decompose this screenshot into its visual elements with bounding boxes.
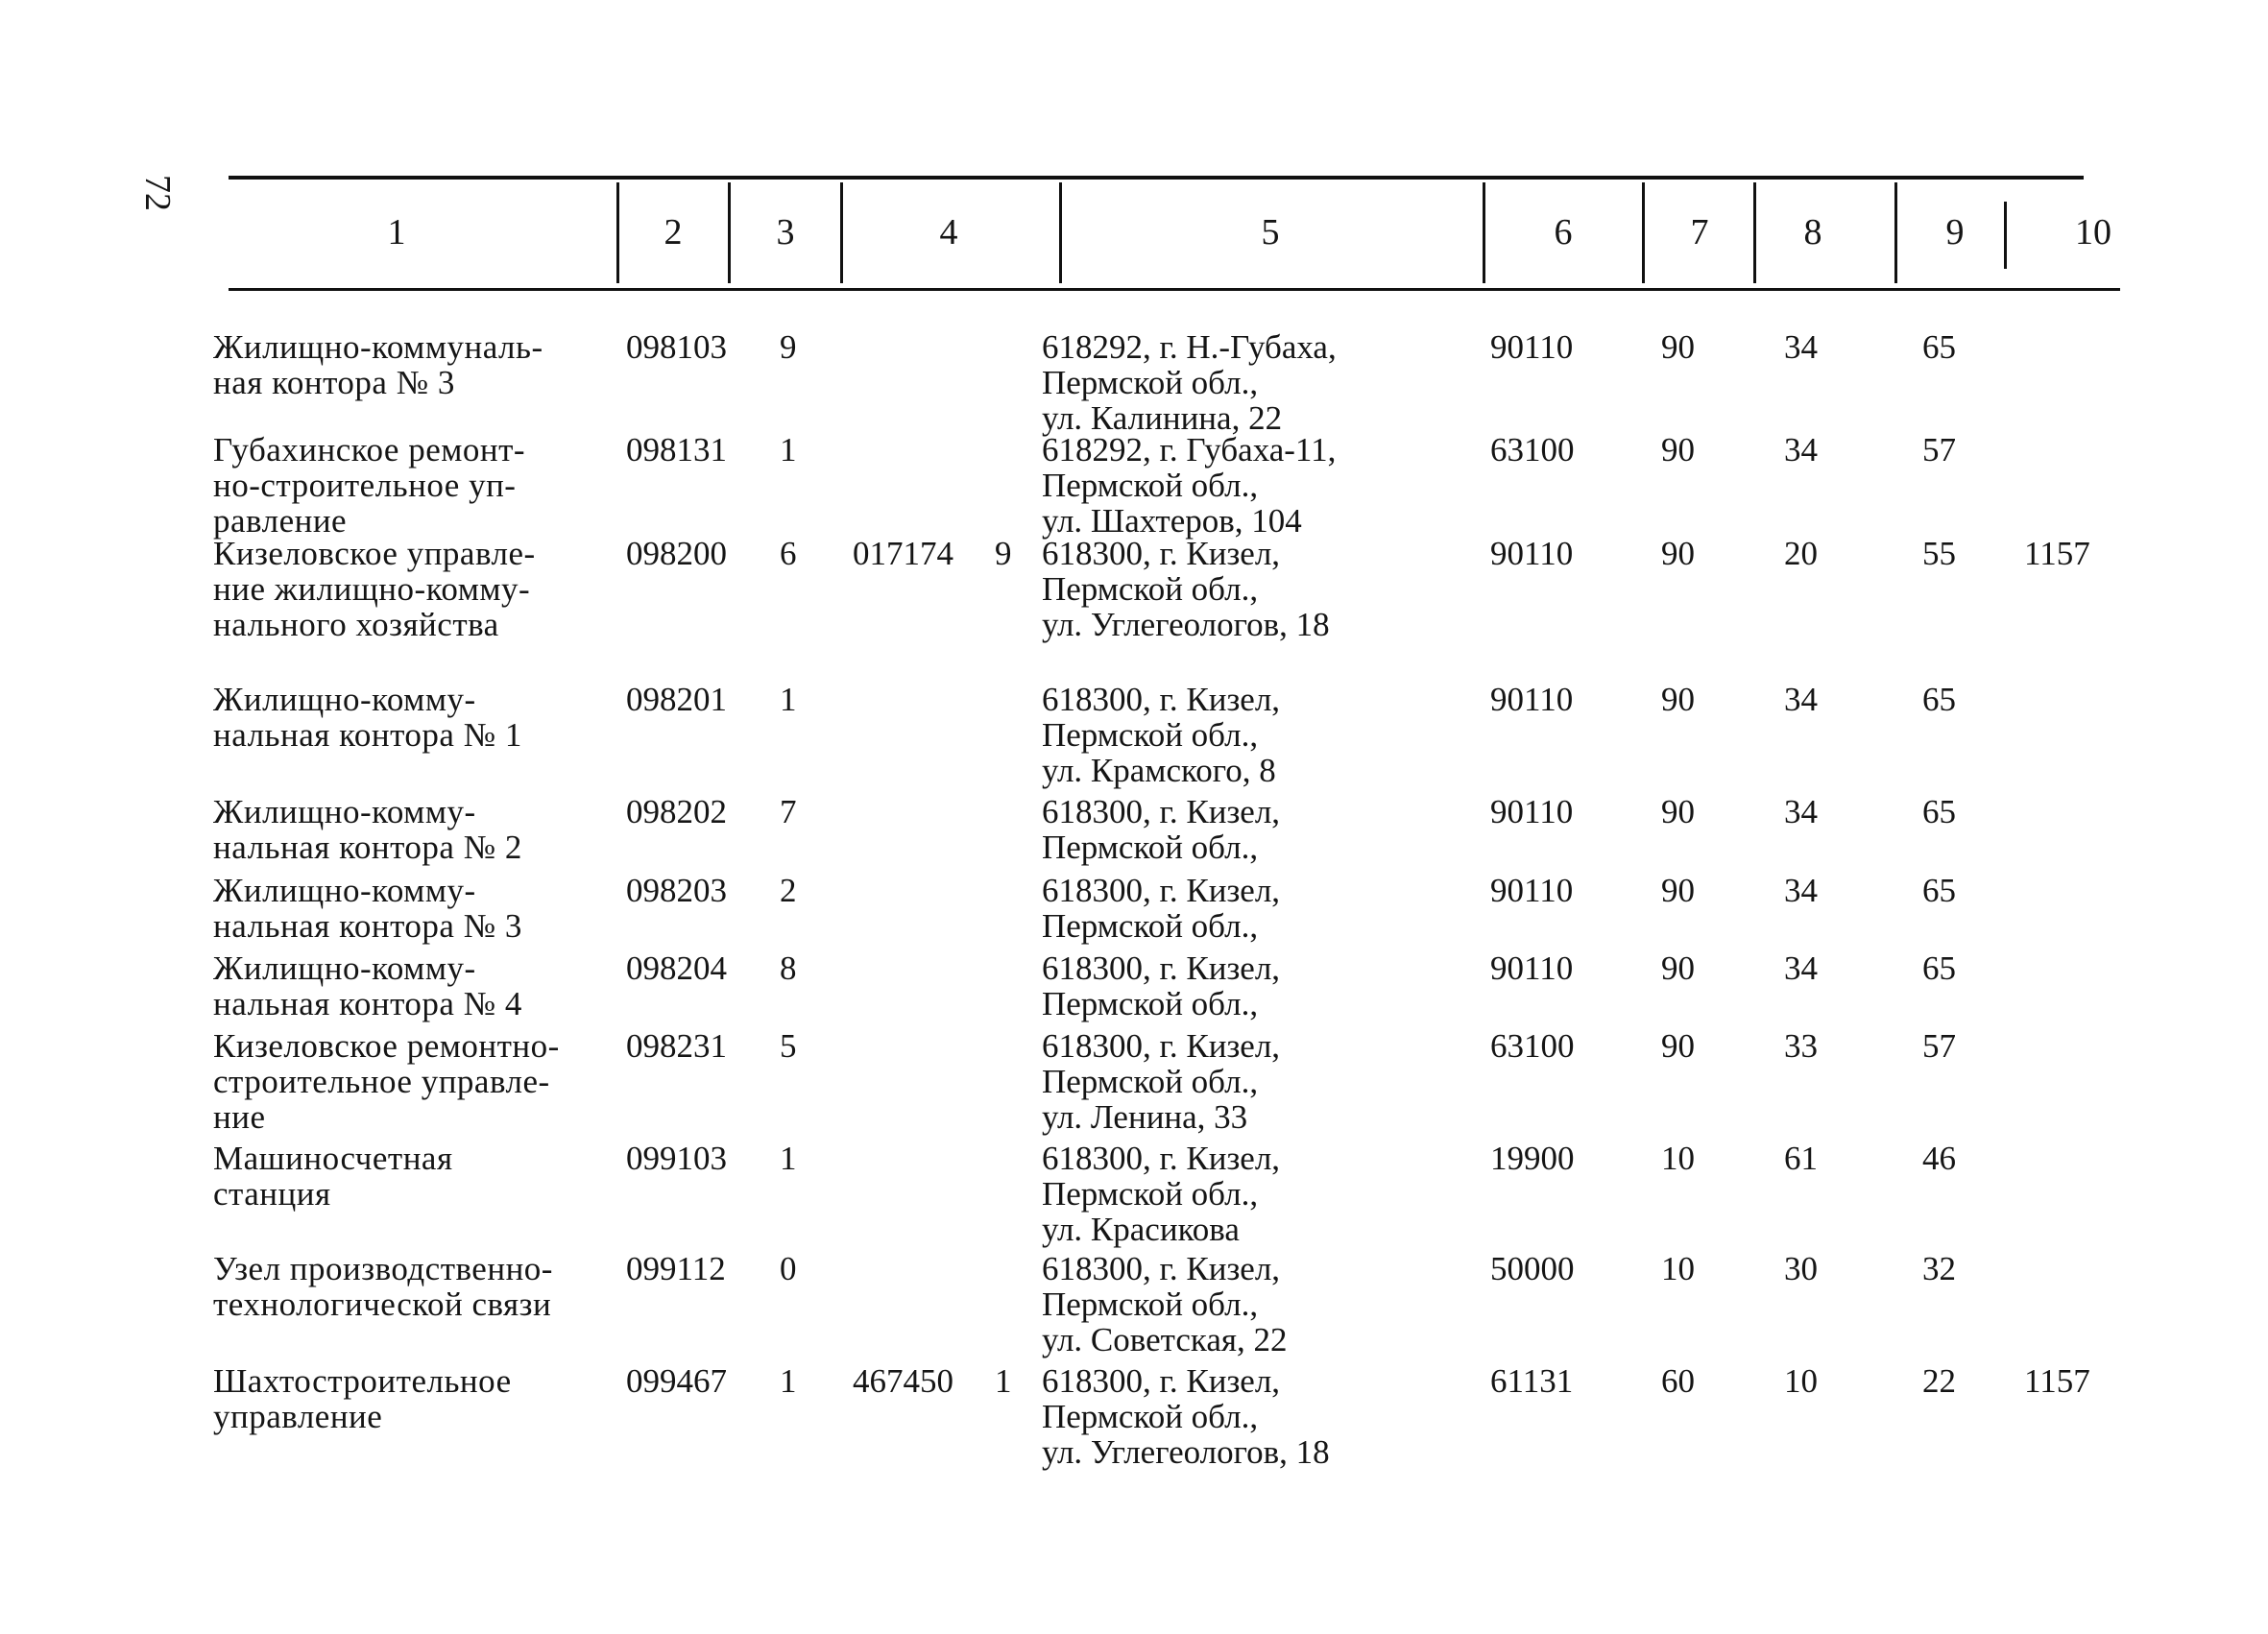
department-code: 30 [1784, 1250, 1818, 1287]
organization-name [213, 432, 525, 539]
check-digit: 7 [780, 793, 797, 830]
organization-name [213, 682, 522, 753]
check-digit: 9 [780, 328, 797, 366]
organization-name-line: Кизеловское ремонтно- [213, 1027, 560, 1065]
address-line: ул. Крамского, 8 [1042, 752, 1276, 789]
department-code: 34 [1784, 431, 1818, 469]
ownership-code: 90 [1661, 793, 1695, 830]
parent-check-digit: 9 [995, 535, 1012, 572]
department-code: 34 [1784, 793, 1818, 830]
address [1042, 873, 1280, 944]
territory-code: 65 [1922, 793, 1956, 830]
address-line: Пермской обл., [1042, 364, 1259, 401]
table-header-bottom-rule [229, 288, 2120, 291]
column-divider [1483, 182, 1485, 283]
organization-name [213, 1251, 553, 1322]
page-number: 72 [137, 175, 178, 211]
column-divider [1059, 182, 1062, 283]
industry-code: 90110 [1490, 535, 1574, 572]
territory-code: 65 [1922, 328, 1956, 366]
department-code: 34 [1784, 949, 1818, 987]
check-digit: 1 [780, 681, 797, 718]
column-divider [1894, 182, 1897, 283]
organization-code: 098202 [626, 793, 727, 830]
column-divider [616, 182, 619, 283]
parent-check-digit: 1 [995, 1362, 1012, 1400]
check-digit: 1 [780, 431, 797, 469]
address [1042, 1141, 1280, 1247]
industry-code: 19900 [1490, 1140, 1575, 1177]
organization-name [213, 950, 522, 1021]
industry-code: 90110 [1490, 949, 1574, 987]
ownership-code: 10 [1661, 1250, 1695, 1287]
address-line: Пермской обл., [1042, 1175, 1259, 1213]
organization-name-line: ная контора № 3 [213, 364, 455, 401]
territory-code: 57 [1922, 431, 1956, 469]
column-divider [2004, 202, 2007, 269]
address-line: 618300, г. Кизел, [1042, 1362, 1281, 1400]
territory-code: 57 [1922, 1027, 1956, 1065]
column-header-5: 5 [1261, 212, 1280, 252]
address [1042, 682, 1280, 788]
industry-code: 90110 [1490, 793, 1574, 830]
organization-name-line: Жилищно-комму- [213, 949, 476, 987]
organization-name-line: нальная контора № 3 [213, 907, 522, 945]
column-header-4: 4 [939, 212, 958, 252]
address-line: ул. Красикова [1042, 1211, 1240, 1248]
organization-name [213, 536, 536, 642]
address-line: 618300, г. Кизел, [1042, 949, 1281, 987]
industry-code: 63100 [1490, 431, 1575, 469]
organization-name [213, 873, 522, 944]
organization-name-line: Губахинское ремонт- [213, 431, 526, 469]
address-line: ул. Шахтеров, 104 [1042, 502, 1302, 540]
column-header-10: 10 [2075, 212, 2111, 252]
parent-code: 467450 [853, 1362, 953, 1400]
address-line: ул. Углегеологов, 18 [1042, 606, 1330, 643]
address-line: 618300, г. Кизел, [1042, 535, 1281, 572]
organization-code: 098200 [626, 535, 727, 572]
organization-name-line: Жилищно-комму- [213, 793, 476, 830]
organization-name-line: Жилищно-коммуналь- [213, 328, 543, 366]
organization-name-line: нальная контора № 2 [213, 829, 522, 866]
organization-name-line: Жилищно-комму- [213, 681, 476, 718]
address-line: ул. Углегеологов, 18 [1042, 1433, 1330, 1471]
address [1042, 794, 1280, 865]
address-line: ул. Калинина, 22 [1042, 399, 1283, 437]
column-divider [1642, 182, 1645, 283]
organization-code: 099112 [626, 1250, 726, 1287]
organization-name-line: строительное управле- [213, 1063, 550, 1100]
ownership-code: 10 [1661, 1140, 1695, 1177]
organization-name [213, 1363, 512, 1434]
column-header-7: 7 [1690, 212, 1709, 252]
address-line: Пермской обл., [1042, 1063, 1259, 1100]
organization-name-line: управление [213, 1398, 383, 1435]
organization-code: 098204 [626, 949, 727, 987]
industry-code: 63100 [1490, 1027, 1575, 1065]
organization-name-line: нального хозяйства [213, 606, 499, 643]
organization-name-line: Шахтостроительное [213, 1362, 512, 1400]
industry-code: 61131 [1490, 1362, 1574, 1400]
check-digit: 2 [780, 872, 797, 909]
address [1042, 1363, 1330, 1470]
organization-name-line: Кизеловское управле- [213, 535, 536, 572]
ownership-code: 90 [1661, 949, 1695, 987]
check-digit: 1 [780, 1140, 797, 1177]
check-digit: 8 [780, 949, 797, 987]
organization-name-line: ние [213, 1098, 266, 1136]
column-divider [840, 182, 843, 283]
organization-name [213, 1141, 453, 1212]
column-divider [1753, 182, 1756, 283]
address [1042, 1251, 1288, 1358]
parent-code: 017174 [853, 535, 953, 572]
territory-code: 46 [1922, 1140, 1956, 1177]
column-header-3: 3 [776, 212, 795, 252]
organization-code: 099467 [626, 1362, 727, 1400]
address-line: Пермской обл., [1042, 829, 1259, 866]
department-code: 33 [1784, 1027, 1818, 1065]
industry-code: 90110 [1490, 328, 1574, 366]
organization-name [213, 794, 522, 865]
organization-name-line: ние жилищно-комму- [213, 570, 531, 608]
authority-code: 1157 [2024, 1362, 2090, 1400]
address-line: 618300, г. Кизел, [1042, 1027, 1281, 1065]
address-line: 618300, г. Кизел, [1042, 793, 1281, 830]
industry-code: 90110 [1490, 681, 1574, 718]
address-line: Пермской обл., [1042, 985, 1259, 1022]
address-line: Пермской обл., [1042, 907, 1259, 945]
address [1042, 536, 1330, 642]
organization-name [213, 1028, 560, 1135]
ownership-code: 90 [1661, 328, 1695, 366]
territory-code: 32 [1922, 1250, 1956, 1287]
organization-code: 098201 [626, 681, 727, 718]
ownership-code: 90 [1661, 431, 1695, 469]
ownership-code: 90 [1661, 681, 1695, 718]
address [1042, 950, 1280, 1021]
organization-code: 098231 [626, 1027, 727, 1065]
column-header-2: 2 [664, 212, 683, 252]
territory-code: 65 [1922, 949, 1956, 987]
department-code: 10 [1784, 1362, 1818, 1400]
check-digit: 1 [780, 1362, 797, 1400]
organization-name-line: нальная контора № 1 [213, 716, 522, 754]
organization-name-line: равление [213, 502, 348, 540]
organization-name-line: но-строительное уп- [213, 467, 517, 504]
authority-code: 1157 [2024, 535, 2090, 572]
organization-name-line: станция [213, 1175, 331, 1213]
industry-code: 50000 [1490, 1250, 1575, 1287]
address-line: 618292, г. Губаха-11, [1042, 431, 1337, 469]
column-divider [728, 182, 731, 283]
column-header-1: 1 [387, 212, 406, 252]
organization-name-line: технологической связи [213, 1286, 552, 1323]
column-header-9: 9 [1945, 212, 1965, 252]
ownership-code: 60 [1661, 1362, 1695, 1400]
department-code: 34 [1784, 872, 1818, 909]
ownership-code: 90 [1661, 872, 1695, 909]
department-code: 61 [1784, 1140, 1818, 1177]
address-line: 618300, г. Кизел, [1042, 1250, 1281, 1287]
address-line: Пермской обл., [1042, 570, 1259, 608]
industry-code: 90110 [1490, 872, 1574, 909]
address-line: ул. Ленина, 33 [1042, 1098, 1248, 1136]
address-line: 618300, г. Кизел, [1042, 872, 1281, 909]
check-digit: 0 [780, 1250, 797, 1287]
organization-name-line: Жилищно-комму- [213, 872, 476, 909]
territory-code: 65 [1922, 681, 1956, 718]
address [1042, 432, 1336, 539]
address-line: Пермской обл., [1042, 1286, 1259, 1323]
ownership-code: 90 [1661, 1027, 1695, 1065]
department-code: 34 [1784, 328, 1818, 366]
column-header-6: 6 [1554, 212, 1573, 252]
territory-code: 65 [1922, 872, 1956, 909]
organization-name-line: нальная контора № 4 [213, 985, 522, 1022]
organization-code: 099103 [626, 1140, 727, 1177]
check-digit: 5 [780, 1027, 797, 1065]
column-header-8: 8 [1803, 212, 1822, 252]
ownership-code: 90 [1661, 535, 1695, 572]
address-line: Пермской обл., [1042, 1398, 1259, 1435]
address-line: 618292, г. Н.-Губаха, [1042, 328, 1337, 366]
address-line: ул. Советская, 22 [1042, 1321, 1288, 1358]
organization-code: 098131 [626, 431, 727, 469]
department-code: 34 [1784, 681, 1818, 718]
address [1042, 1028, 1280, 1135]
check-digit: 6 [780, 535, 797, 572]
table-top-rule [229, 176, 2084, 180]
organization-name [213, 329, 543, 400]
organization-code: 098203 [626, 872, 727, 909]
address-line: Пермской обл., [1042, 716, 1259, 754]
organization-code: 098103 [626, 328, 727, 366]
address-line: Пермской обл., [1042, 467, 1259, 504]
address-line: 618300, г. Кизел, [1042, 681, 1281, 718]
address [1042, 329, 1337, 436]
territory-code: 22 [1922, 1362, 1956, 1400]
address-line: 618300, г. Кизел, [1042, 1140, 1281, 1177]
organization-name-line: Машиносчетная [213, 1140, 453, 1177]
department-code: 20 [1784, 535, 1818, 572]
organization-name-line: Узел производственно- [213, 1250, 553, 1287]
territory-code: 55 [1922, 535, 1956, 572]
